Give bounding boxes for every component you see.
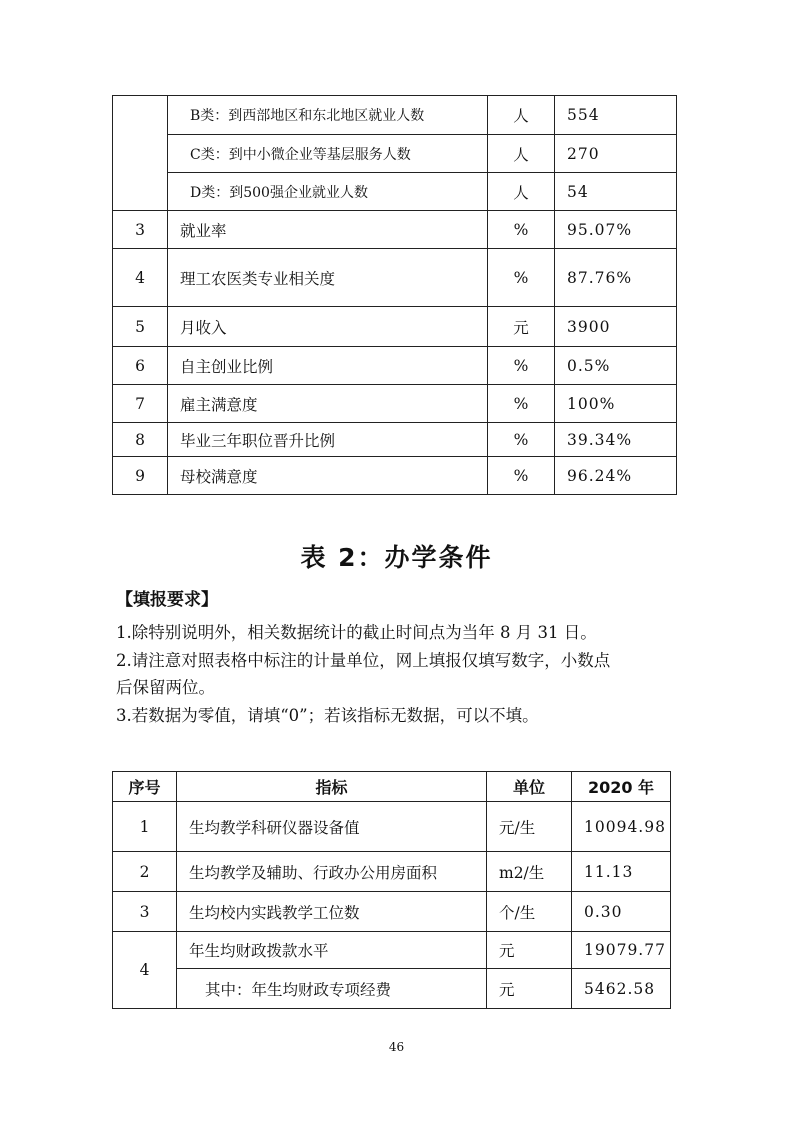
- row-index-cell: 4: [113, 932, 177, 1009]
- column-header-unit: 单位: [487, 772, 572, 802]
- requirement-line: 1.除特别说明外，相关数据统计的截止时间点为当年 8 月 31 日。: [116, 623, 597, 642]
- unit-cell: %: [488, 211, 555, 249]
- column-header-year: 2020 年: [572, 772, 671, 802]
- column-header-indicator: 指标: [177, 772, 487, 802]
- row-index-cell: 7: [113, 385, 168, 423]
- row-index-cell: 4: [113, 249, 168, 307]
- page-number: 46: [388, 1040, 405, 1054]
- indicator-cell: 其中：年生均财政专项经费: [177, 969, 487, 1009]
- unit-cell: 人: [488, 96, 555, 135]
- table-row: [113, 802, 671, 852]
- table-row: [113, 249, 677, 307]
- value-cell: 554: [555, 96, 677, 135]
- table-row: [113, 423, 677, 457]
- requirements-heading: 【填报要求】: [116, 590, 218, 610]
- employment-table: [112, 95, 677, 495]
- indicator-cell: 生均教学科研仪器设备值: [177, 802, 487, 852]
- value-cell: 11.13: [572, 852, 671, 892]
- table-row: [113, 457, 677, 495]
- unit-cell: %: [488, 423, 555, 457]
- indicator-cell: 生均校内实践教学工位数: [177, 892, 487, 932]
- table-row: [113, 211, 677, 249]
- row-index-cell: 9: [113, 457, 168, 495]
- table-row: [113, 932, 671, 969]
- indicator-cell: 毕业三年职位晋升比例: [168, 423, 488, 457]
- row-index-cell: 3: [113, 211, 168, 249]
- indicator-cell: 月收入: [168, 307, 488, 347]
- indicator-cell: 自主创业比例: [168, 347, 488, 385]
- unit-cell: m2/生: [487, 852, 572, 892]
- unit-cell: 元/生: [487, 802, 572, 852]
- value-cell: 0.5%: [555, 347, 677, 385]
- row-index-cell: 6: [113, 347, 168, 385]
- row-index-cell: 3: [113, 892, 177, 932]
- value-cell: 0.30: [572, 892, 671, 932]
- value-cell: 270: [555, 135, 677, 173]
- unit-cell: %: [488, 249, 555, 307]
- requirement-line: 2.请注意对照表格中标注的计量单位，网上填报仅填写数字，小数点: [116, 651, 611, 670]
- value-cell: 95.07%: [555, 211, 677, 249]
- indicator-cell: D类：到500强企业就业人数: [168, 173, 488, 211]
- unit-cell: 元: [488, 307, 555, 347]
- value-cell: 100%: [555, 385, 677, 423]
- indicator-cell: 母校满意度: [168, 457, 488, 495]
- unit-cell: 元: [487, 969, 572, 1009]
- indicator-cell: B类：到西部地区和东北地区就业人数: [168, 96, 488, 135]
- unit-cell: %: [488, 457, 555, 495]
- indicator-cell: 雇主满意度: [168, 385, 488, 423]
- row-index-cell: 8: [113, 423, 168, 457]
- value-cell: 5462.58: [572, 969, 671, 1009]
- value-cell: 87.76%: [555, 249, 677, 307]
- unit-cell: %: [488, 347, 555, 385]
- row-index-cell: 2: [113, 852, 177, 892]
- value-cell: 3900: [555, 307, 677, 347]
- requirement-line: 后保留两位。: [116, 678, 215, 697]
- unit-cell: 元: [487, 932, 572, 969]
- value-cell: 96.24%: [555, 457, 677, 495]
- row-index-cell: 1: [113, 802, 177, 852]
- indicator-cell: 年生均财政拨款水平: [177, 932, 487, 969]
- value-cell: 19079.77: [572, 932, 671, 969]
- value-cell: 39.34%: [555, 423, 677, 457]
- column-header-index: 序号: [113, 772, 177, 802]
- section-title: 表 2：办学条件: [300, 543, 493, 572]
- row-index-cell: [113, 96, 168, 211]
- table-row: [113, 307, 677, 347]
- unit-cell: %: [488, 385, 555, 423]
- indicator-cell: 理工农医类专业相关度: [168, 249, 488, 307]
- conditions-table: [112, 771, 671, 1009]
- unit-cell: 人: [488, 173, 555, 211]
- table-row: [113, 347, 677, 385]
- unit-cell: 个/生: [487, 892, 572, 932]
- value-cell: 54: [555, 173, 677, 211]
- indicator-cell: 就业率: [168, 211, 488, 249]
- table-row: [113, 969, 671, 1009]
- table-row: [113, 135, 677, 173]
- table-row: [113, 96, 677, 135]
- table-row: [113, 852, 671, 892]
- table-row: [113, 173, 677, 211]
- requirement-line: 3.若数据为零值，请填“0”；若该指标无数据，可以不填。: [116, 706, 539, 725]
- unit-cell: 人: [488, 135, 555, 173]
- indicator-cell: 生均教学及辅助、行政办公用房面积: [177, 852, 487, 892]
- value-cell: 10094.98: [572, 802, 671, 852]
- row-index-cell: 5: [113, 307, 168, 347]
- table-row: [113, 385, 677, 423]
- table-row: [113, 892, 671, 932]
- indicator-cell: C类：到中小微企业等基层服务人数: [168, 135, 488, 173]
- table-header-row: [113, 772, 671, 802]
